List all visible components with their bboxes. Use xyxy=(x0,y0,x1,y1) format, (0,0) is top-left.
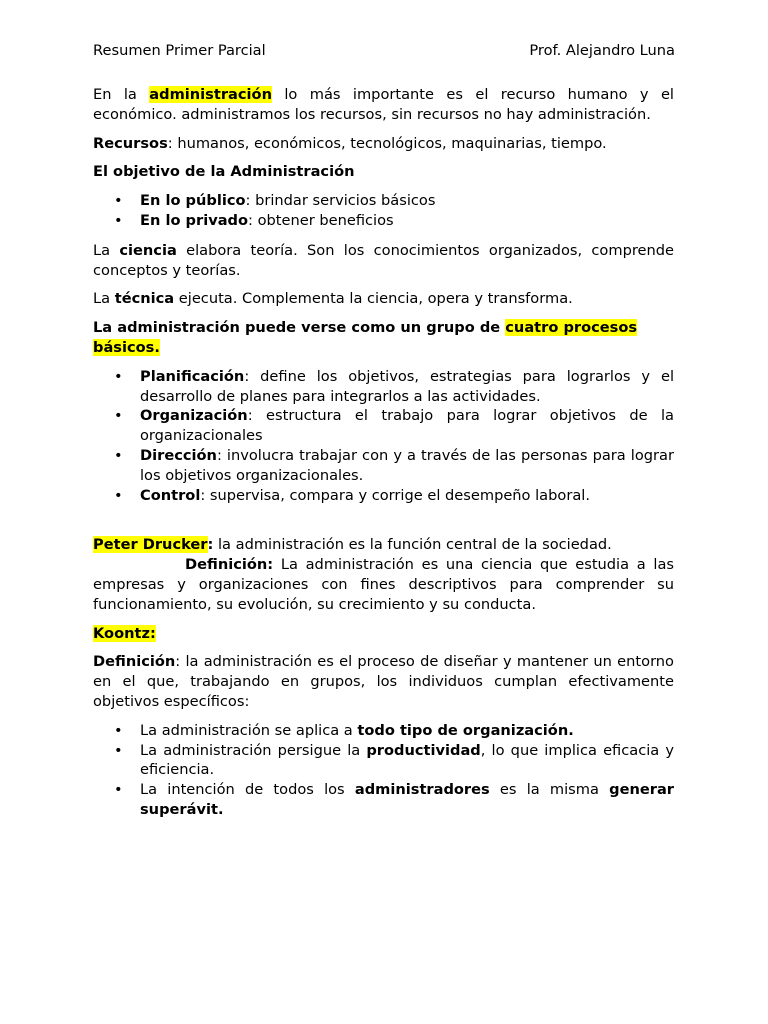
ciencia-paragraph xyxy=(93,241,674,281)
header-author: Prof. Alejandro Luna xyxy=(529,42,675,59)
drucker-text: la administración es la función central de la sociedad. xyxy=(213,536,612,554)
list-item xyxy=(93,446,674,486)
procesos-heading-text: La administración puede verse como un grupo de xyxy=(93,319,506,337)
list-item-text: : estructura el trabajo para lograr objetivos de la organizacionales xyxy=(140,407,674,445)
intro-paragraph xyxy=(93,85,674,125)
ciencia-bold: ciencia xyxy=(119,241,177,259)
drucker-colon: : xyxy=(207,536,214,554)
procesos-highlight: cuatro procesos básicos. xyxy=(93,319,638,356)
list-item-text: La intención de todos los xyxy=(140,781,355,799)
list-item-bold: En lo privado xyxy=(140,211,249,229)
koontz-def-text: : la administración es el proceso de diseñar y mantener un entorno en el que, trabajando en grupos, los individuos cumplan efectivamente objetivos específicos: xyxy=(93,653,674,710)
document-body xyxy=(93,85,674,820)
list-item xyxy=(93,741,674,781)
list-item-bold: Dirección xyxy=(140,446,217,464)
list-item-text: : define los objetivos, estrategias para lograrlos y el desarrollo de planes para integrarlos a las actividades. xyxy=(140,367,674,405)
objetivo-heading-text: El objetivo de la Administración xyxy=(93,163,355,181)
drucker-name: Peter Drucker xyxy=(93,536,208,554)
tecnica-text-1: La xyxy=(93,290,115,308)
list-item xyxy=(93,191,674,211)
list-item xyxy=(93,486,674,506)
list-item xyxy=(93,721,674,741)
list-item-text: : involucra trabajar con y a través de las personas para lograr los objetivos organizacionales. xyxy=(140,446,674,484)
list-item-text: : brindar servicios básicos xyxy=(245,192,436,210)
ciencia-text-1: La xyxy=(93,241,120,259)
objetivo-heading xyxy=(93,162,674,182)
drucker-definition xyxy=(93,555,674,614)
list-item xyxy=(93,211,674,231)
ciencia-text-2: elabora teoría. Son los conocimientos organizados, comprende conceptos y teorías. xyxy=(93,241,674,279)
tecnica-paragraph xyxy=(93,289,674,309)
procesos-list xyxy=(93,367,674,506)
drucker-def-label: Definición: xyxy=(185,556,274,574)
koontz-list xyxy=(93,721,674,820)
intro-text-2: lo más importante es el recurso humano y el económico. administramos los recursos, sin recursos no hay administración. xyxy=(93,86,674,123)
list-item xyxy=(93,780,674,820)
list-item-text: : obtener beneficios xyxy=(248,211,394,229)
tecnica-bold: técnica xyxy=(114,290,175,308)
list-item-text: : supervisa, compara y corrige el desempeño laboral. xyxy=(200,486,590,504)
list-item-bold: productividad xyxy=(366,741,481,759)
list-item xyxy=(93,367,674,407)
list-item-bold: Planificación xyxy=(140,367,245,385)
list-item-text: , lo que implica eficacia y eficiencia. xyxy=(140,741,675,779)
drucker-def-text: La administración es una ciencia que estudia a las empresas y organizaciones con fines descriptivos para comprender su funcionamiento, su evolución, su crecimiento y su conducta. xyxy=(93,556,674,613)
page-header xyxy=(93,41,675,61)
recursos-text: : humanos, económicos, tecnológicos, maquinarias, tiempo. xyxy=(167,134,607,152)
list-item-bold: administradores xyxy=(354,781,490,799)
koontz-heading xyxy=(93,624,674,644)
list-item-bold: En lo público xyxy=(140,192,246,210)
tecnica-text-2: ejecuta. Complementa la ciencia, opera y transforma. xyxy=(174,290,573,308)
recursos-paragraph xyxy=(93,134,674,154)
intro-text-1: En la xyxy=(93,86,150,103)
intro-highlight: administración xyxy=(149,86,272,103)
list-item-text: es la misma xyxy=(489,781,610,799)
list-item-text: La administración persigue la xyxy=(140,741,367,759)
list-item xyxy=(93,406,674,446)
koontz-def-label: Definición xyxy=(93,653,176,671)
koontz-definition xyxy=(93,652,674,711)
objetivo-list xyxy=(93,191,674,231)
list-item-text: La administración se aplica a xyxy=(140,721,358,739)
list-item-bold: generar superávit. xyxy=(140,781,674,818)
list-item-bold: todo tipo de organización. xyxy=(357,721,574,739)
recursos-label: Recursos xyxy=(93,134,168,152)
list-item-bold: Control xyxy=(140,486,201,504)
koontz-name: Koontz: xyxy=(93,624,156,642)
header-title: Resumen Primer Parcial xyxy=(93,42,266,59)
list-item-bold: Organización xyxy=(140,407,248,425)
drucker-line xyxy=(93,535,674,555)
procesos-heading xyxy=(93,318,674,358)
